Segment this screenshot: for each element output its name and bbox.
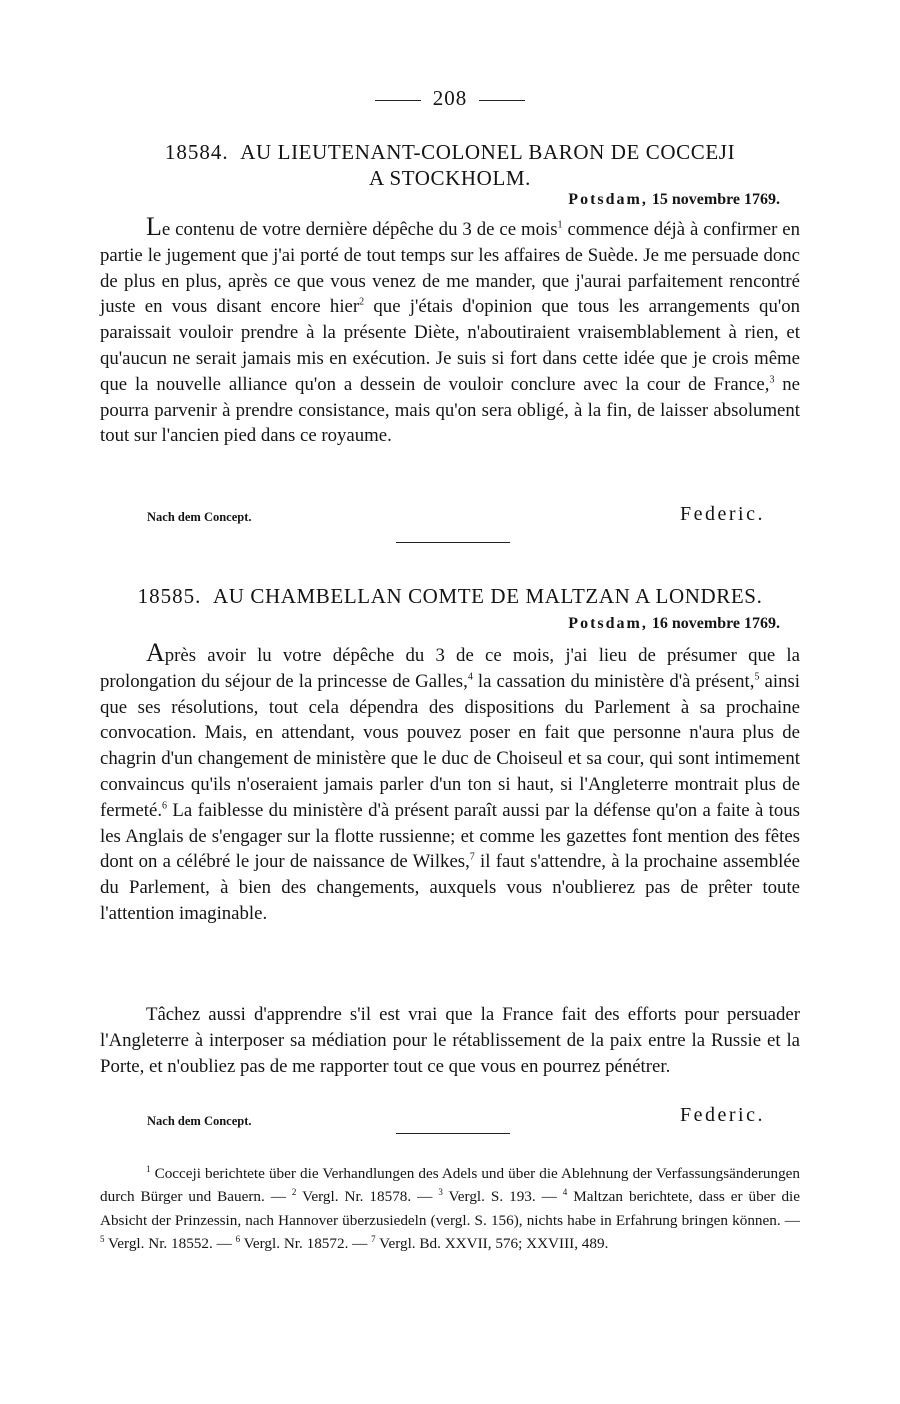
footnote-ref: 2 xyxy=(359,297,365,309)
initial-letter: L xyxy=(146,212,162,241)
dateline-place: Potsdam, xyxy=(568,615,648,632)
footnote-mark: 1 xyxy=(146,1163,151,1174)
section-divider xyxy=(396,1133,510,1134)
paragraph-text: ne pourra parvenir à prendre consistance, mais qu'on sera obligé, à la fin, de laisser absolument tout sur l'ancien pied dans ce royaume. xyxy=(100,373,800,447)
letter-paragraph xyxy=(100,640,800,927)
letter-recipient: AU LIEUTENANT-COLONEL BARON DE COCCEJI xyxy=(240,140,736,164)
paragraph-text: que j'étais d'opinion que tous les arrangements qu'on paraissait vouloir prendre à la présente Diète, n'aboutiraient vraisemblablement à rien, et qu'aucun ne serait jamais mis en exécution. Je suis si fort dans cette idée que je crois même que la nouvelle alliance qu'on a dessein de vouloir conclure avec la cour de France, xyxy=(100,296,800,395)
paragraph-text: ainsi que ses résolutions, tout cela dépendra des dispositions du Parlement à sa prochaine convocation. Mais, en attendant, vous pouvez poser en fait que personne n'aura plus de chagrin d'un changement de ministère que le duc de Choiseul et sa cour, qui sont intimement convaincus qu'ils n'oseraient jamais parler d'un ton si haut, si l'Angleterre montrait plus de fermeté. xyxy=(100,670,801,821)
footnote-ref: 3 xyxy=(769,374,775,386)
initial-letter: A xyxy=(146,638,165,667)
letter-number: 18585. xyxy=(137,584,202,608)
paragraph-text: près avoir lu votre dépêche du 3 de ce mois, j'ai lieu de présumer que la prolongation du séjour de la princesse de Galles, xyxy=(100,645,800,692)
header-dash-right xyxy=(479,100,525,101)
letter-paragraph xyxy=(100,1002,800,1079)
footnote-ref: 5 xyxy=(754,671,760,683)
footnotes xyxy=(100,1162,800,1256)
footnote-ref: 4 xyxy=(467,671,473,683)
footnote-text: Vergl. S. 193. — xyxy=(442,1188,563,1206)
footnote-mark: 2 xyxy=(291,1187,297,1198)
paragraph-text: commence déjà à confirmer en partie le jugement que j'ai porté de tout temps sur les affaires de Suède. Je me persuade donc de plus en plus, après ce que vous venez de me mander, que j'aurai parfaitement rencontré juste en vous disant encore hier xyxy=(100,219,800,318)
dateline-date: 16 novembre 1769. xyxy=(651,615,780,632)
footnote-mark: 4 xyxy=(562,1187,568,1198)
letter-dateline xyxy=(100,615,780,633)
footnote-text: Vergl. Nr. 18572. — xyxy=(240,1235,372,1253)
paragraph-text: il faut s'attendre, à la prochaine assemblée du Parlement, à bien des changements, auxquels vous n'oublierez pas de prêter toute l'attention imaginable. xyxy=(100,851,801,924)
signature: Federic. xyxy=(680,503,765,525)
section-divider xyxy=(396,542,510,543)
source-note: Nach dem Concept. xyxy=(147,510,252,524)
footnote-text: Vergl. Bd. XXVII, 576; XXVIII, 489. xyxy=(375,1235,609,1253)
letter-number: 18584. xyxy=(164,140,229,164)
source-note: Nach dem Concept. xyxy=(147,1114,252,1128)
letter-heading xyxy=(100,583,800,609)
footnote-ref: 6 xyxy=(162,800,168,812)
paragraph-text: e contenu de votre dernière dépêche du 3 de ce mois xyxy=(161,219,558,240)
footnote-mark: 7 xyxy=(371,1234,376,1245)
paragraph-text: La faiblesse du ministère d'à présent paraît aussi par la défense qu'on a faite à tous les Anglais de s'engager sur la flotte russienne; et comme les gazettes font mention des fêtes dont on a célébré le jour de naissance de Wilkes, xyxy=(100,799,800,873)
footnote-text: Vergl. Nr. 18578. — xyxy=(296,1188,439,1206)
paragraph-text: la cassation du ministère d'à présent, xyxy=(472,670,755,692)
footnote-mark: 5 xyxy=(100,1234,105,1245)
letter-recipient-place: A STOCKHOLM. xyxy=(368,166,531,190)
footnote-mark: 6 xyxy=(235,1234,241,1245)
header-dash-left xyxy=(375,100,421,101)
page-header xyxy=(0,86,900,111)
letter-paragraph xyxy=(100,214,800,449)
footnote-text: Maltzan berichtete, dass er über die Absicht der Prinzessin, nach Hannover überzusiedeln (vergl. S. 156), nichts habe in Erfahrung bringen können. — xyxy=(100,1188,800,1229)
letter-dateline xyxy=(100,191,780,209)
letter-heading xyxy=(100,139,800,191)
letter-recipient: AU CHAMBELLAN COMTE DE MALTZAN A LONDRES. xyxy=(213,584,763,608)
footnote-ref: 1 xyxy=(557,219,563,231)
footnote-mark: 3 xyxy=(438,1187,443,1198)
dateline-date: 15 novembre 1769. xyxy=(651,191,780,208)
footnote-text: Vergl. Nr. 18552. — xyxy=(104,1235,236,1253)
paragraph-text: Tâchez aussi d'apprendre s'il est vrai que la France fait des efforts pour persuader l'Angleterre à interposer sa médiation pour le rétablissement de la paix entre la Russie et la Porte, et n'oubliez pas de me rapporter tout ce que vous en pourrez pénétrer. xyxy=(100,1004,800,1077)
footnote-text: Cocceji berichtete über die Verhandlungen des Adels und über die Ablehnung der Verfassungsänderungen durch Bürger und Bauern. — xyxy=(100,1165,800,1206)
dateline-place: Potsdam, xyxy=(568,191,648,208)
footnote-ref: 7 xyxy=(469,852,475,864)
signature: Federic. xyxy=(680,1104,765,1126)
page-number: 208 xyxy=(432,86,468,110)
